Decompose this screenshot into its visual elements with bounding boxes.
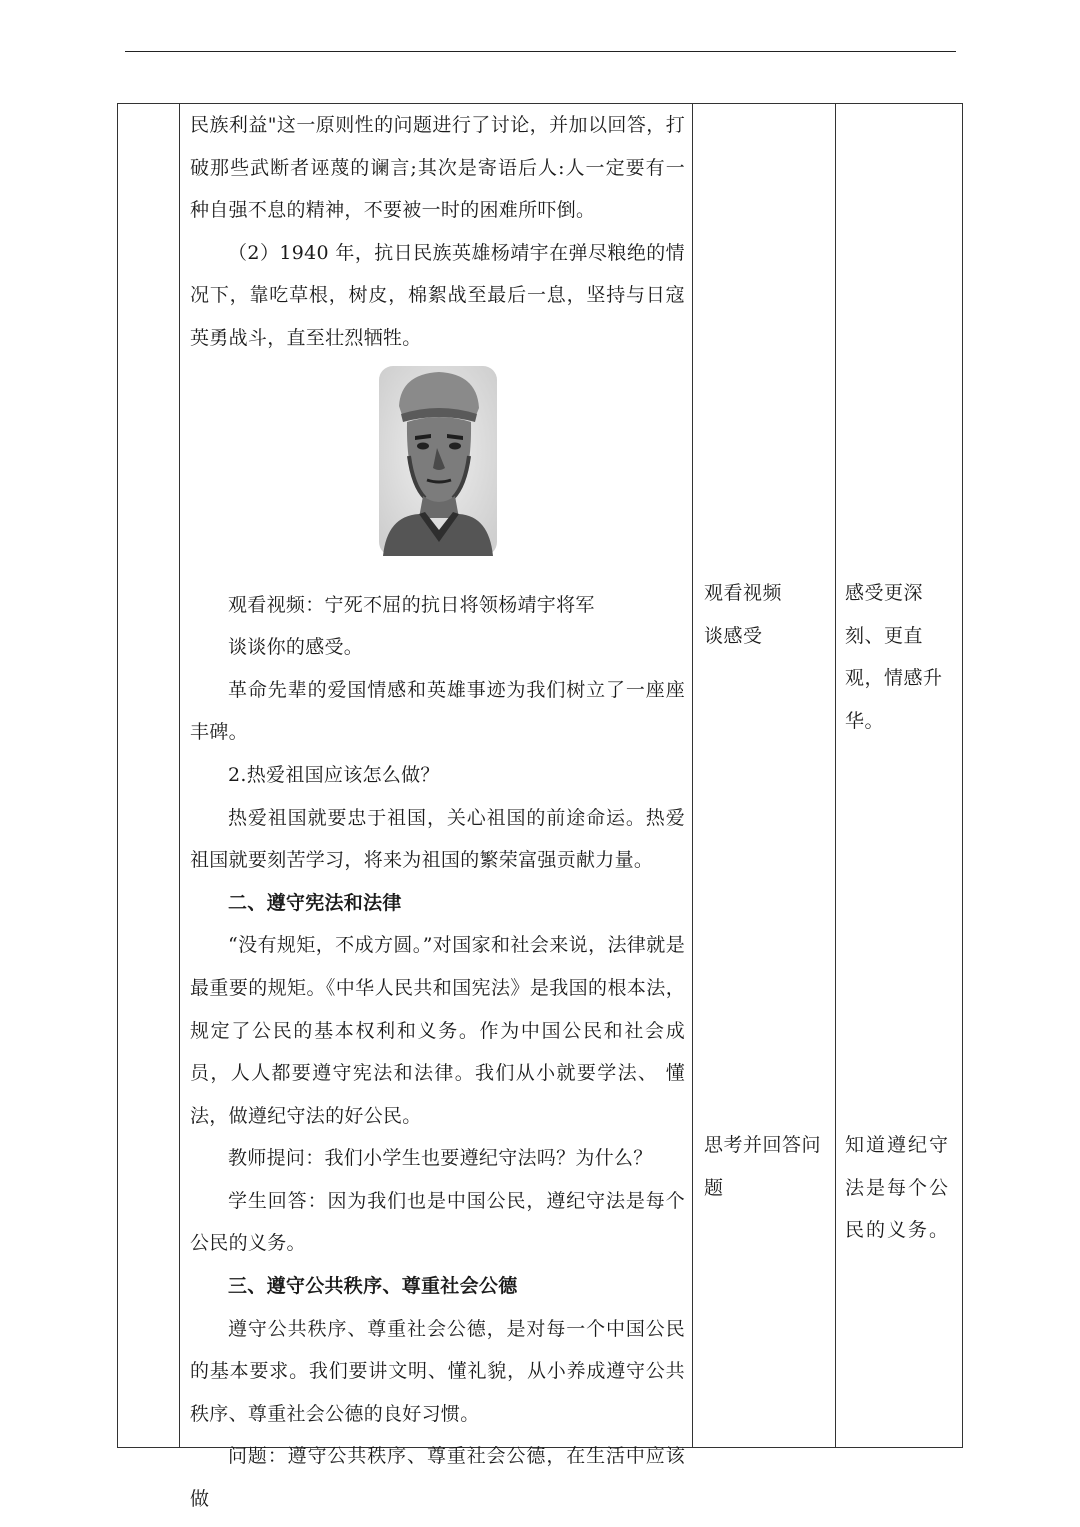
paragraph: 民族利益"这一原则性的问题进行了讨论，并加以回答，打破那些武断者诬蔑的谰言;其次是寄语后人:人一定要有一种自强不息的精神，不要被一时的困难所吓倒。 [190,114,685,222]
design-intent-cell [845,572,957,742]
paragraph: （2）1940 年，抗日民族英雄杨靖宇在弹尽粮绝的情况下，靠吃草根，树皮，棉絮战至最后一息，坚持与日寇英勇战斗，直至壮烈牺牲。 [190,241,685,349]
teaching-content-column [180,104,693,1521]
paragraph: 遵守公共秩序、尊重社会公德，是对每一个中国公民的基本要求。我们要讲文明、懂礼貌，从小养成遵守公共秩序、尊重社会公德的良好习惯。 [190,1317,685,1425]
student-activity-cell [704,1124,826,1209]
paragraph: 热爱祖国就要忠于祖国，关心祖国的前途命运。热爱祖国就要刻苦学习，将来为祖国的繁荣富强贡献力量。 [190,806,685,872]
design-intent-cell [845,1124,957,1252]
activity-text: 观看视频 [704,582,783,604]
column-divider [835,104,836,1447]
paragraph: 谈谈你的感受。 [228,636,364,659]
student-activity-cell [704,572,826,657]
intent-text: 知道遵纪守法是每个公民的义务。 [845,1134,951,1242]
paragraph: “没有规矩，不成方圆。”对国家和社会来说，法律就是最重要的规矩。《中华人民共和国宪法》是我国的根本法，规定了公民的基本权利和义务。作为中国公民和社会成员，人人都要遵守宪法和法律。我们从小就要学法、 懂法，做遵纪守法的好公民。 [190,934,685,1127]
intent-text: 感受更深刻、更直观，情感升华。 [845,582,943,732]
paragraph: 教师提问：我们小学生也要遵纪守法吗？为什么？ [228,1147,653,1170]
paragraph: 观看视频：宁死不屈的抗日将领杨靖宇将军 [228,593,595,616]
portrait-photo [190,360,685,584]
lesson-plan-table [117,103,963,1511]
portrait-image [379,366,497,556]
header-rule [125,51,956,52]
paragraph: 革命先辈的爱国情感和英雄事迹为我们树立了一座座丰碑。 [190,678,685,744]
activity-text: 思考并回答问题 [704,1134,822,1199]
section-heading: 三、遵守公共秩序、尊重社会公德 [228,1275,518,1298]
paragraph: 问题：遵守公共秩序、尊重社会公德，在生活中应该做 [190,1445,685,1511]
section-heading: 二、遵守宪法和法律 [228,891,402,914]
paragraph: 学生回答：因为我们也是中国公民，遵纪守法是每个公民的义务。 [190,1189,685,1255]
paragraph: 2.热爱祖国应该怎么做？ [228,763,440,786]
activity-text: 谈感受 [704,624,763,647]
